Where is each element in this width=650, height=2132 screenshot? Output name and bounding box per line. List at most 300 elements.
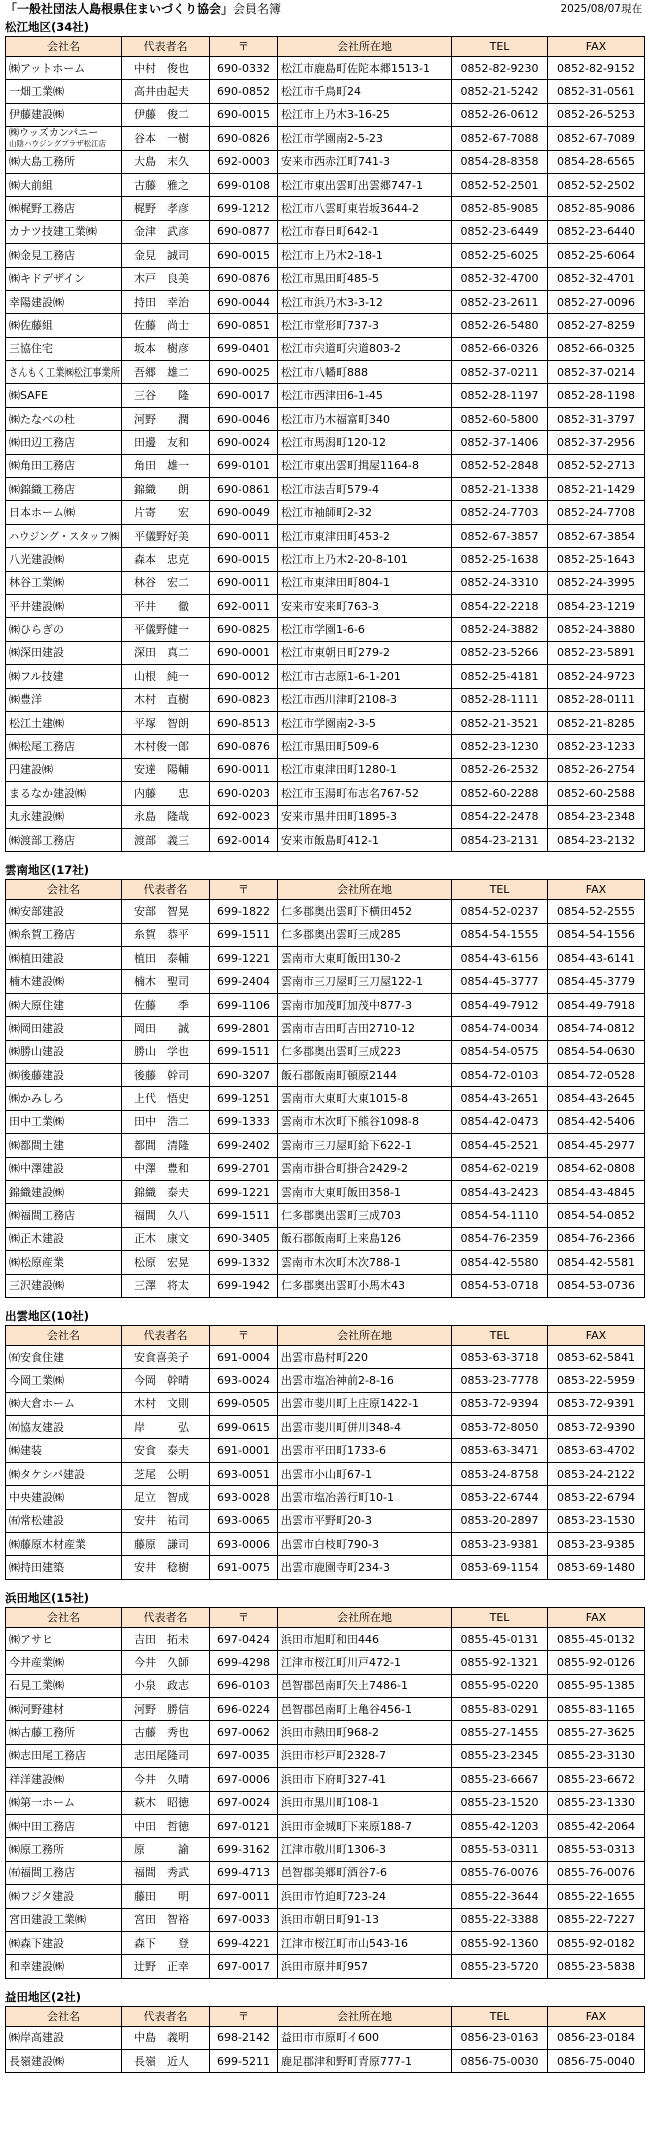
tel-number: 0852-28-1197 bbox=[460, 389, 539, 403]
fax-number: 0855-95-1385 bbox=[557, 1679, 635, 1693]
tel-number-cell bbox=[452, 1932, 548, 1955]
region-label: 雲南地区(17社) bbox=[5, 863, 90, 878]
fax-number-cell bbox=[548, 618, 645, 641]
column-header-representative bbox=[122, 37, 210, 57]
postal-code: 691-0075 bbox=[217, 1561, 270, 1575]
fax-number-cell bbox=[548, 1698, 645, 1721]
company-name-cell bbox=[6, 1017, 122, 1040]
representative-name-cell bbox=[122, 1651, 210, 1674]
column-header-label: 会社名 bbox=[47, 1328, 80, 1342]
tel-number: 0854-62-0219 bbox=[460, 1162, 539, 1176]
company-address-cell bbox=[278, 1533, 452, 1556]
representative-name-cell bbox=[122, 548, 210, 571]
postal-code-cell bbox=[210, 1792, 278, 1815]
tel-number-cell bbox=[452, 782, 548, 805]
company-address: 浜田市竹迫町723-24 bbox=[281, 1889, 386, 1903]
postal-code-cell bbox=[210, 1909, 278, 1932]
company-address: 松江市八幡町888 bbox=[281, 365, 368, 379]
representative-name: 錦織 泰夫 bbox=[134, 1185, 189, 1199]
postal-code: 699-0401 bbox=[217, 342, 270, 356]
member-row bbox=[6, 618, 645, 641]
column-header-representative bbox=[122, 1608, 210, 1628]
member-table bbox=[5, 1607, 645, 1979]
tel-number: 0852-23-2611 bbox=[460, 295, 539, 309]
tel-number-cell bbox=[452, 1346, 548, 1369]
column-header-label: 〒 bbox=[238, 40, 249, 53]
column-header-tel bbox=[452, 880, 548, 900]
representative-name-cell bbox=[122, 595, 210, 618]
fax-number-cell bbox=[548, 1955, 645, 1978]
fax-number: 0854-53-0736 bbox=[557, 1279, 635, 1293]
tel-number: 0855-92-1360 bbox=[460, 1936, 539, 1950]
company-address: 松江市春日町642-1 bbox=[281, 225, 379, 239]
tel-number-cell bbox=[452, 1416, 548, 1439]
representative-name: 内藤 忠 bbox=[134, 786, 189, 800]
company-name-cell bbox=[6, 1792, 122, 1815]
postal-code: 699-4713 bbox=[217, 1866, 270, 1880]
tel-number-cell bbox=[452, 314, 548, 337]
postal-code: 693-0065 bbox=[217, 1514, 270, 1528]
tel-number-cell bbox=[452, 1675, 548, 1698]
fax-number: 0852-82-9152 bbox=[557, 61, 635, 75]
representative-name: 古藤 秀也 bbox=[134, 1726, 189, 1740]
company-name-cell bbox=[6, 618, 122, 641]
fax-number: 0854-49-7918 bbox=[557, 998, 635, 1012]
company-name-cell bbox=[6, 1416, 122, 1439]
postal-code-cell bbox=[210, 642, 278, 665]
member-row bbox=[6, 665, 645, 688]
member-row bbox=[6, 1228, 645, 1251]
member-row bbox=[6, 572, 645, 595]
column-header-fax bbox=[548, 1608, 645, 1628]
fax-number: 0854-43-4845 bbox=[557, 1185, 635, 1199]
fax-number: 0855-23-3130 bbox=[557, 1749, 635, 1763]
representative-name-cell bbox=[122, 1017, 210, 1040]
company-name-cell bbox=[6, 244, 122, 267]
postal-code: 697-0011 bbox=[217, 1889, 270, 1903]
member-row bbox=[6, 1932, 645, 1955]
company-name-cell bbox=[6, 1486, 122, 1509]
company-name-cell bbox=[6, 1745, 122, 1768]
postal-code: 696-0224 bbox=[217, 1702, 270, 1716]
company-name: ㈱ウッズカンパニー bbox=[9, 128, 99, 140]
fax-number-cell bbox=[548, 947, 645, 970]
postal-code-cell bbox=[210, 1651, 278, 1674]
tel-number: 0855-23-2345 bbox=[460, 1749, 539, 1763]
fax-number-cell bbox=[548, 221, 645, 244]
company-address-cell bbox=[278, 1111, 452, 1134]
representative-name: 中田 哲徳 bbox=[134, 1819, 189, 1833]
fax-number: 0854-28-6565 bbox=[557, 155, 635, 169]
company-address: 邑智郡邑南町上亀谷456-1 bbox=[281, 1702, 412, 1716]
company-name: ㈱金見工務店 bbox=[9, 248, 75, 262]
representative-name: 後藤 幹司 bbox=[134, 1068, 189, 1082]
company-name: ㈱河野建材 bbox=[9, 1702, 64, 1716]
representative-name: 小泉 政志 bbox=[134, 1679, 189, 1693]
company-address-cell bbox=[278, 970, 452, 993]
company-address-cell bbox=[278, 501, 452, 524]
column-header-label: 会社名 bbox=[47, 883, 80, 897]
column-header-label: 〒 bbox=[238, 883, 249, 897]
company-address: 浜田市黒川町108-1 bbox=[281, 1796, 379, 1810]
postal-code: 693-0028 bbox=[217, 1490, 270, 1504]
company-address: 雲南市大東町大東1015-8 bbox=[281, 1092, 408, 1106]
representative-name-cell bbox=[122, 1275, 210, 1298]
tel-number: 0855-22-3388 bbox=[460, 1913, 539, 1927]
company-name-cell bbox=[6, 970, 122, 993]
company-name: まるなか建設㈱ bbox=[9, 786, 86, 800]
company-name: ㈱田辺工務店 bbox=[9, 435, 75, 449]
representative-name: 平井 徹 bbox=[134, 599, 189, 613]
company-address-cell bbox=[278, 1745, 452, 1768]
postal-code-cell bbox=[210, 1885, 278, 1908]
postal-code-cell bbox=[210, 1228, 278, 1251]
company-name: ㈱深田建設 bbox=[9, 646, 64, 660]
fax-number: 0853-22-6794 bbox=[557, 1490, 635, 1504]
tel-number: 0854-42-0473 bbox=[460, 1115, 539, 1129]
company-address-cell bbox=[278, 1792, 452, 1815]
company-address: 出雲市塩冶善行町10-1 bbox=[281, 1490, 394, 1504]
company-address: 松江市東津田町1280-1 bbox=[281, 763, 397, 777]
postal-code: 699-1942 bbox=[217, 1279, 270, 1293]
company-address: 安来市安来町763-3 bbox=[281, 599, 379, 613]
postal-code: 699-5211 bbox=[217, 2054, 270, 2068]
tel-number-cell bbox=[452, 384, 548, 407]
table-header-row bbox=[6, 37, 645, 57]
postal-code-cell bbox=[210, 1087, 278, 1110]
company-name-cell bbox=[6, 735, 122, 758]
member-row bbox=[6, 57, 645, 80]
fax-number-cell bbox=[548, 1111, 645, 1134]
member-row bbox=[6, 548, 645, 571]
fax-number-cell bbox=[548, 1745, 645, 1768]
representative-name: 辻野 正幸 bbox=[134, 1959, 189, 1973]
column-header-fax bbox=[548, 1326, 645, 1346]
company-address-cell bbox=[278, 1486, 452, 1509]
postal-code-cell bbox=[210, 314, 278, 337]
postal-code-cell bbox=[210, 361, 278, 384]
company-address: 出雲市平田町1733-6 bbox=[281, 1444, 386, 1458]
title-bar bbox=[0, 0, 650, 17]
tel-number-cell bbox=[452, 455, 548, 478]
representative-name: 萩木 昭徳 bbox=[134, 1796, 189, 1810]
postal-code-cell bbox=[210, 595, 278, 618]
company-name-cell bbox=[6, 1369, 122, 1392]
postal-code-cell bbox=[210, 197, 278, 220]
representative-name: 河野 潤 bbox=[134, 412, 189, 426]
tel-number: 0855-23-6667 bbox=[460, 1772, 539, 1786]
representative-name: 深田 真二 bbox=[134, 646, 189, 660]
fax-number-cell bbox=[548, 1885, 645, 1908]
tel-number: 0854-22-2478 bbox=[460, 810, 539, 824]
fax-number-cell bbox=[548, 1838, 645, 1861]
representative-name-cell bbox=[122, 1439, 210, 1462]
representative-name-cell bbox=[122, 572, 210, 595]
member-row bbox=[6, 1158, 645, 1181]
tel-number-cell bbox=[452, 1862, 548, 1885]
company-address-cell bbox=[278, 1087, 452, 1110]
fax-number-cell bbox=[548, 431, 645, 454]
column-header-label: 会社所在地 bbox=[337, 40, 392, 53]
company-address-cell bbox=[278, 947, 452, 970]
column-header-fax bbox=[548, 37, 645, 57]
fax-number: 0853-62-5841 bbox=[557, 1350, 635, 1364]
table-header-row bbox=[6, 1608, 645, 1628]
column-header-label: TEL bbox=[489, 1610, 510, 1624]
postal-code-cell bbox=[210, 1134, 278, 1157]
tel-number-cell bbox=[452, 104, 548, 127]
tel-number-cell bbox=[452, 829, 548, 852]
company-name-cell bbox=[6, 1439, 122, 1462]
tel-number-cell bbox=[452, 1251, 548, 1274]
tel-number: 0853-23-9381 bbox=[460, 1537, 539, 1551]
company-name: 石見工業㈱ bbox=[9, 1679, 64, 1693]
company-name-cell bbox=[6, 291, 122, 314]
representative-name-cell bbox=[122, 689, 210, 712]
postal-code: 690-0049 bbox=[217, 506, 270, 520]
member-row bbox=[6, 1745, 645, 1768]
company-name-cell bbox=[6, 1556, 122, 1579]
company-name: ㈱大前組 bbox=[9, 178, 53, 192]
column-header-company bbox=[6, 37, 122, 57]
fax-number-cell bbox=[548, 1909, 645, 1932]
company-address-cell bbox=[278, 1675, 452, 1698]
representative-name-cell bbox=[122, 501, 210, 524]
postal-code: 697-0033 bbox=[217, 1913, 270, 1927]
postal-code-cell bbox=[210, 525, 278, 548]
member-row bbox=[6, 1346, 645, 1369]
tel-number-cell bbox=[452, 431, 548, 454]
tel-number: 0852-24-3310 bbox=[460, 576, 539, 590]
fax-number: 0852-37-0214 bbox=[557, 365, 635, 379]
fax-number: 0852-24-9723 bbox=[557, 669, 635, 683]
member-row bbox=[6, 595, 645, 618]
tel-number-cell bbox=[452, 970, 548, 993]
member-row bbox=[6, 994, 645, 1017]
representative-name-cell bbox=[122, 221, 210, 244]
company-address-cell bbox=[278, 689, 452, 712]
representative-name-cell bbox=[122, 1885, 210, 1908]
postal-code-cell bbox=[210, 1369, 278, 1392]
tel-number: 0854-22-2218 bbox=[460, 599, 539, 613]
company-address-cell bbox=[278, 782, 452, 805]
company-address-cell bbox=[278, 1909, 452, 1932]
column-header-company bbox=[6, 880, 122, 900]
company-name-cell bbox=[6, 1533, 122, 1556]
postal-code-cell bbox=[210, 268, 278, 291]
company-address: 松江市八雲町東岩坂3644-2 bbox=[281, 202, 419, 216]
company-address: 浜田市原井町957 bbox=[281, 1959, 368, 1973]
region-section bbox=[5, 860, 650, 1298]
member-row bbox=[6, 525, 645, 548]
tel-number-cell bbox=[452, 595, 548, 618]
column-header-address bbox=[278, 880, 452, 900]
tel-number-cell bbox=[452, 572, 548, 595]
company-name-cell bbox=[6, 1651, 122, 1674]
representative-name: 河野 勝信 bbox=[134, 1702, 189, 1716]
column-header-postal-code bbox=[210, 1326, 278, 1346]
tel-number: 0855-27-1455 bbox=[460, 1726, 539, 1740]
fax-number: 0854-54-1556 bbox=[557, 928, 635, 942]
company-address-cell bbox=[278, 994, 452, 1017]
company-address: 邑智郡邑南町矢上7486-1 bbox=[281, 1679, 408, 1693]
company-address-cell bbox=[278, 1181, 452, 1204]
column-header-label: 〒 bbox=[238, 1328, 249, 1342]
tel-number-cell bbox=[452, 1111, 548, 1134]
column-header-fax bbox=[548, 880, 645, 900]
fax-number: 0855-23-5838 bbox=[557, 1959, 635, 1973]
member-row bbox=[6, 947, 645, 970]
tel-number-cell bbox=[452, 642, 548, 665]
company-name: ㈱志田尾工務店 bbox=[9, 1749, 86, 1763]
company-address: 雲南市掛合町掛合2429-2 bbox=[281, 1162, 408, 1176]
member-row bbox=[6, 221, 645, 244]
company-address: 出雲市平野町20-3 bbox=[281, 1514, 372, 1528]
company-address: 松江市西川津町2108-3 bbox=[281, 693, 397, 707]
tel-number-cell bbox=[452, 408, 548, 431]
postal-code-cell bbox=[210, 924, 278, 947]
column-header-label: FAX bbox=[585, 1328, 607, 1342]
postal-code: 690-0015 bbox=[217, 552, 270, 566]
company-name: 松江土建㈱ bbox=[9, 716, 64, 730]
representative-name-cell bbox=[122, 268, 210, 291]
tel-number: 0853-69-1154 bbox=[460, 1561, 539, 1575]
company-address-cell bbox=[278, 2050, 452, 2073]
region-section bbox=[5, 17, 650, 852]
company-address-cell bbox=[278, 104, 452, 127]
member-row bbox=[6, 970, 645, 993]
company-name: 宮田建設工業㈱ bbox=[9, 1913, 86, 1927]
representative-name: 木村 文則 bbox=[134, 1397, 189, 1411]
fax-number: 0853-23-9385 bbox=[557, 1537, 635, 1551]
fax-number-cell bbox=[548, 1463, 645, 1486]
representative-name: 今井 久師 bbox=[134, 1655, 189, 1669]
fax-number: 0855-45-0132 bbox=[557, 1632, 635, 1646]
representative-name-cell bbox=[122, 1346, 210, 1369]
company-name: 田中工業㈱ bbox=[9, 1115, 64, 1129]
document-title-suffix: 会員名簿 bbox=[233, 2, 282, 16]
column-header-postal-code bbox=[210, 37, 278, 57]
member-row bbox=[6, 104, 645, 127]
company-name-cell bbox=[6, 595, 122, 618]
postal-code-cell bbox=[210, 408, 278, 431]
company-name-cell bbox=[6, 478, 122, 501]
company-name: ハウジング・スタッフ㈱ bbox=[9, 529, 120, 543]
member-row bbox=[6, 1628, 645, 1651]
fax-number-cell bbox=[548, 1533, 645, 1556]
company-address: 松江市黒田町485-5 bbox=[281, 272, 379, 286]
tel-number-cell bbox=[452, 689, 548, 712]
column-header-label: FAX bbox=[585, 1610, 607, 1624]
company-address-cell bbox=[278, 1651, 452, 1674]
postal-code-cell bbox=[210, 1510, 278, 1533]
company-name-cell bbox=[6, 1955, 122, 1978]
company-name: ㈱フジタ建設 bbox=[9, 1889, 75, 1903]
company-name: ㈱福間工務店 bbox=[9, 1209, 75, 1223]
company-address: 飯石郡飯南町頓原2144 bbox=[281, 1068, 397, 1082]
representative-name-cell bbox=[122, 900, 210, 923]
representative-name-cell bbox=[122, 104, 210, 127]
fax-number: 0854-54-0630 bbox=[557, 1045, 635, 1059]
fax-number: 0854-43-6141 bbox=[557, 951, 635, 965]
tel-number-cell bbox=[452, 1393, 548, 1416]
fax-number: 0853-63-4702 bbox=[557, 1444, 635, 1458]
company-address-cell bbox=[278, 595, 452, 618]
postal-code: 697-0424 bbox=[217, 1632, 270, 1646]
tel-number-cell bbox=[452, 338, 548, 361]
representative-name: 木村 直樹 bbox=[134, 693, 189, 707]
company-name-cell bbox=[6, 384, 122, 407]
postal-code: 690-0851 bbox=[217, 318, 270, 332]
postal-code: 693-0006 bbox=[217, 1537, 270, 1551]
company-address: 益田市市原町イ600 bbox=[281, 2031, 379, 2045]
company-address: 松江市法吉町579-4 bbox=[281, 482, 379, 496]
tel-number-cell bbox=[452, 1204, 548, 1227]
company-address: 仁多郡奥出雲町三成223 bbox=[281, 1045, 401, 1059]
company-name: 楠木建設㈱ bbox=[9, 975, 64, 989]
representative-name: 平儀野健一 bbox=[134, 623, 189, 637]
tel-number-cell bbox=[452, 548, 548, 571]
representative-name: 原 諭 bbox=[134, 1843, 189, 1857]
fax-number-cell bbox=[548, 1369, 645, 1392]
postal-code: 693-0024 bbox=[217, 1374, 270, 1387]
company-name-cell bbox=[6, 1228, 122, 1251]
member-row bbox=[6, 478, 645, 501]
member-row bbox=[6, 1251, 645, 1274]
company-address-cell bbox=[278, 384, 452, 407]
member-table bbox=[5, 1325, 645, 1580]
column-header-postal-code bbox=[210, 880, 278, 900]
postal-code: 690-0044 bbox=[217, 295, 270, 309]
company-name: 日本ホーム㈱ bbox=[9, 506, 75, 520]
postal-code: 690-0852 bbox=[217, 85, 270, 99]
company-name: 錦織建設㈱ bbox=[9, 1185, 64, 1199]
postal-code: 699-0108 bbox=[217, 178, 270, 192]
region-section bbox=[5, 1588, 650, 1979]
tel-number: 0854-54-1555 bbox=[460, 928, 539, 942]
member-row bbox=[6, 1393, 645, 1416]
postal-code: 697-0121 bbox=[217, 1819, 270, 1833]
company-address-cell bbox=[278, 361, 452, 384]
postal-code-cell bbox=[210, 1204, 278, 1227]
region-label: 浜田地区(15社) bbox=[5, 1590, 90, 1605]
tel-number-cell bbox=[452, 2050, 548, 2073]
company-address-cell bbox=[278, 572, 452, 595]
fax-number-cell bbox=[548, 900, 645, 923]
tel-number: 0852-67-3857 bbox=[460, 529, 539, 543]
tel-number: 0856-75-0030 bbox=[460, 2054, 539, 2068]
company-name-cell bbox=[6, 900, 122, 923]
fax-number: 0852-25-6064 bbox=[557, 248, 635, 262]
company-name-cell bbox=[6, 455, 122, 478]
company-address-cell bbox=[278, 1369, 452, 1392]
fax-number: 0854-23-2348 bbox=[557, 810, 635, 824]
company-name-cell bbox=[6, 994, 122, 1017]
representative-name-cell bbox=[122, 174, 210, 197]
representative-name: 森本 忠克 bbox=[134, 552, 189, 566]
tel-number: 0853-72-8050 bbox=[460, 1420, 539, 1434]
company-address: 安来市黒井田町1895-3 bbox=[281, 810, 397, 824]
representative-name-cell bbox=[122, 1909, 210, 1932]
postal-code: 690-0015 bbox=[217, 108, 270, 122]
company-name: 丸永建設㈱ bbox=[9, 810, 64, 824]
fax-number-cell bbox=[548, 268, 645, 291]
company-address: 鹿足郡津和野町青原777-1 bbox=[281, 2054, 412, 2068]
company-name-cell bbox=[6, 501, 122, 524]
postal-code-cell bbox=[210, 2050, 278, 2073]
member-row bbox=[6, 361, 645, 384]
member-row bbox=[6, 1838, 645, 1861]
